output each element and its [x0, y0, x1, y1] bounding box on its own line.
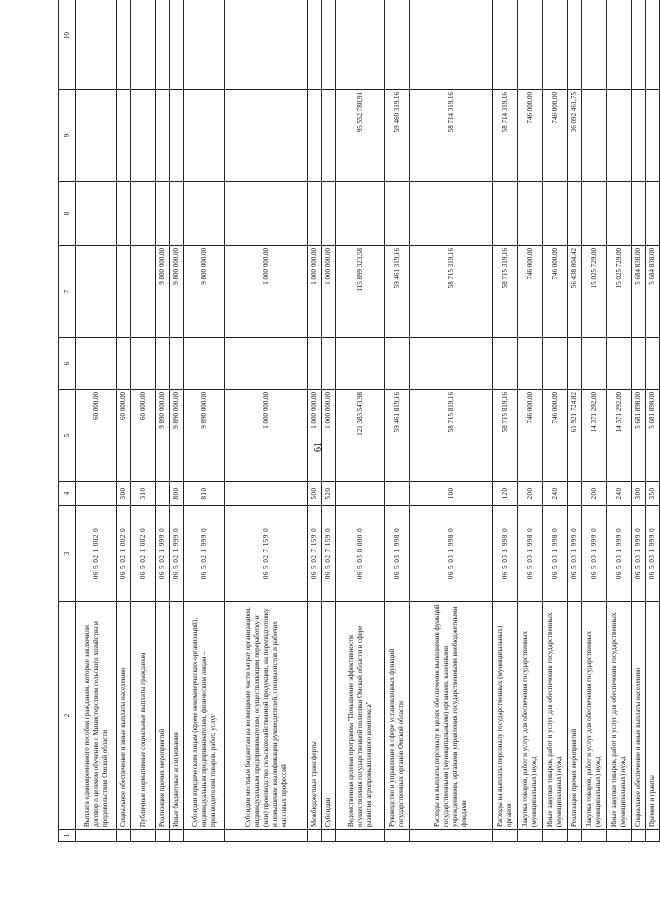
- amount-cell: [493, 0, 518, 90]
- amount-cell: [632, 0, 646, 90]
- amount-cell: [308, 338, 322, 390]
- amount-cell: 746 000,00: [518, 390, 543, 482]
- table-row: [568, 0, 582, 842]
- row-name-cell: Иные бюджетные ассигнования: [170, 602, 184, 830]
- table-row: [336, 0, 385, 842]
- amount-cell: 59 460 319,16: [385, 90, 410, 182]
- amount-cell: [607, 338, 632, 390]
- amount-cell: [117, 0, 131, 90]
- kvr-cell: 350: [646, 482, 660, 506]
- amount-cell: [156, 90, 170, 182]
- amount-cell: [322, 0, 336, 90]
- amount-cell: [607, 182, 632, 246]
- row-name-cell: Иные закупки товаров, работ и услуг для обеспечения государственных (муниципальных) нужд: [607, 602, 632, 830]
- amount-cell: 746 000,00: [543, 90, 568, 182]
- code-cell: 06 5 03 0 000 0: [336, 506, 385, 602]
- kvr-cell: 810: [184, 482, 225, 506]
- amount-cell: [117, 90, 131, 182]
- blank-cell: [170, 830, 184, 842]
- code-cell: 06 5 02 1 002 0: [76, 506, 117, 602]
- blank-cell: [336, 830, 385, 842]
- kvr-cell: [568, 482, 582, 506]
- row-name-cell: Закупка товаров, работ и услуг для обеспечения государственных (муниципальных) нужд: [582, 602, 607, 830]
- amount-cell: [170, 182, 184, 246]
- amount-cell: [308, 182, 322, 246]
- amount-cell: [646, 338, 660, 390]
- code-cell: 06 5 02 1 999 0: [184, 506, 225, 602]
- amount-cell: [184, 0, 225, 90]
- table-row: [493, 0, 518, 842]
- amount-cell: [582, 338, 607, 390]
- amount-cell: [117, 338, 131, 390]
- code-cell: 06 5 03 1 999 0: [568, 506, 582, 602]
- amount-cell: [156, 0, 170, 90]
- row-name-cell: Реализация прочих мероприятий: [568, 602, 582, 830]
- amount-cell: [543, 338, 568, 390]
- amount-cell: 9 890 000,00: [184, 390, 225, 482]
- amount-cell: 746 000,00: [518, 90, 543, 182]
- row-name-cell: Публичные нормативные социальные выплаты гражданам: [131, 602, 156, 830]
- amount-cell: [131, 246, 156, 338]
- amount-cell: [131, 0, 156, 90]
- amount-cell: 36 092 461,75: [568, 90, 582, 182]
- table-row: [131, 0, 156, 842]
- blank-cell: [646, 830, 660, 842]
- amount-cell: [170, 90, 184, 182]
- blank-cell: [117, 830, 131, 842]
- amount-cell: [76, 182, 117, 246]
- amount-cell: 60 000,00: [131, 390, 156, 482]
- code-cell: 06 5 03 1 999 0: [646, 506, 660, 602]
- code-cell: 06 5 03 1 998 0: [543, 506, 568, 602]
- blank-cell: [308, 830, 322, 842]
- header-cell: 1: [59, 830, 76, 842]
- amount-cell: 5 681 898,00: [632, 390, 646, 482]
- amount-cell: [156, 182, 170, 246]
- amount-cell: [385, 182, 410, 246]
- amount-cell: [518, 182, 543, 246]
- amount-cell: [131, 90, 156, 182]
- amount-cell: 746 000,00: [543, 390, 568, 482]
- header-cell: 10: [59, 0, 76, 90]
- amount-cell: [568, 182, 582, 246]
- amount-cell: [568, 0, 582, 90]
- amount-cell: [184, 182, 225, 246]
- amount-cell: [225, 90, 308, 182]
- amount-cell: 60 000,00: [117, 390, 131, 482]
- blank-cell: [322, 830, 336, 842]
- amount-cell: [117, 182, 131, 246]
- kvr-cell: 500: [308, 482, 322, 506]
- blank-cell: [518, 830, 543, 842]
- code-cell: 06 5 03 1 998 0: [493, 506, 518, 602]
- amount-cell: [582, 0, 607, 90]
- code-cell: 06 5 03 1 999 0: [607, 506, 632, 602]
- row-name-cell: Ведомственная целевая программа "Повышение эффективности осуществления государственной политики Омской области в сфере развития агропромышленного комплекса": [336, 602, 385, 830]
- code-cell: 06 5 02 1 002 0: [117, 506, 131, 602]
- row-name-cell: Субсидии юридическим лицам (кроме некоммерческих организаций), индивидуальным предпринимателям, физическим лицам – производителям товаров, работ, услуг: [184, 602, 225, 830]
- amount-cell: [336, 182, 385, 246]
- kvr-cell: [336, 482, 385, 506]
- table-row: [582, 0, 607, 842]
- header-cell: 8: [59, 182, 76, 246]
- amount-cell: [322, 182, 336, 246]
- amount-cell: 1 000 000,00: [308, 390, 322, 482]
- amount-cell: [582, 182, 607, 246]
- table-row: [156, 0, 170, 842]
- amount-cell: 58 715 819,16: [493, 390, 518, 482]
- row-name-cell: Иные закупки товаров, работ и услуг для обеспечения государственных (муниципальных) нужд: [543, 602, 568, 830]
- table-body: [76, 0, 660, 842]
- amount-cell: 61 921 724,82: [568, 390, 582, 482]
- amount-cell: [76, 246, 117, 338]
- blank-cell: [156, 830, 170, 842]
- amount-cell: [170, 0, 184, 90]
- kvr-cell: 120: [493, 482, 518, 506]
- amount-cell: [582, 90, 607, 182]
- code-cell: 06 5 03 1 998 0: [518, 506, 543, 602]
- amount-cell: [225, 182, 308, 246]
- amount-cell: [568, 338, 582, 390]
- table-row: [410, 0, 493, 842]
- header-cell: 7: [59, 246, 76, 338]
- amount-cell: 60 000,00: [76, 390, 117, 482]
- amount-cell: 1 000 000,00: [322, 390, 336, 482]
- amount-cell: [632, 90, 646, 182]
- amount-cell: [493, 338, 518, 390]
- blank-cell: [568, 830, 582, 842]
- amount-cell: 9 800 000,00: [184, 246, 225, 338]
- blank-cell: [543, 830, 568, 842]
- amount-cell: 9 890 000,00: [156, 390, 170, 482]
- amount-cell: [308, 0, 322, 90]
- amount-cell: [184, 90, 225, 182]
- amount-cell: [646, 90, 660, 182]
- header-cell: 9: [59, 90, 76, 182]
- header-cell: 6: [59, 338, 76, 390]
- amount-cell: [410, 182, 493, 246]
- amount-cell: [225, 0, 308, 90]
- table-row: [308, 0, 322, 842]
- row-name-cell: Реализация прочих мероприятий: [156, 602, 170, 830]
- amount-cell: [493, 182, 518, 246]
- table-row: [117, 0, 131, 842]
- code-cell: 06 5 02 7 159 0: [225, 506, 308, 602]
- table-row: [322, 0, 336, 842]
- amount-cell: [646, 182, 660, 246]
- amount-cell: [156, 338, 170, 390]
- kvr-cell: 800: [170, 482, 184, 506]
- code-cell: 06 5 03 1 998 0: [410, 506, 493, 602]
- amount-cell: [632, 338, 646, 390]
- amount-cell: [543, 182, 568, 246]
- amount-cell: [632, 182, 646, 246]
- code-cell: 06 5 02 1 999 0: [156, 506, 170, 602]
- amount-cell: [518, 0, 543, 90]
- table-row: [170, 0, 184, 842]
- kvr-cell: 240: [607, 482, 632, 506]
- amount-cell: [131, 338, 156, 390]
- amount-cell: [131, 182, 156, 246]
- amount-cell: 59 461 319,16: [385, 246, 410, 338]
- code-cell: 06 5 02 1 999 0: [170, 506, 184, 602]
- blank-cell: [582, 830, 607, 842]
- kvr-cell: 310: [131, 482, 156, 506]
- row-name-cell: Социальное обеспечение и иные выплаты населению: [117, 602, 131, 830]
- page-number: 61: [313, 442, 324, 452]
- amount-cell: [607, 0, 632, 90]
- amount-cell: 59 461 819,16: [385, 390, 410, 482]
- amount-cell: 5 684 838,00: [646, 246, 660, 338]
- amount-cell: 1 000 000,00: [308, 246, 322, 338]
- kvr-cell: [385, 482, 410, 506]
- amount-cell: [410, 338, 493, 390]
- amount-cell: [518, 338, 543, 390]
- code-cell: 06 5 03 1 999 0: [582, 506, 607, 602]
- rotated-budget-table: [58, 0, 656, 842]
- header-cell: 3: [59, 506, 76, 602]
- amount-cell: [336, 338, 385, 390]
- amount-cell: 9 800 000,00: [156, 246, 170, 338]
- table-row: [184, 0, 225, 842]
- code-cell: 06 5 03 1 999 0: [632, 506, 646, 602]
- kvr-cell: [225, 482, 308, 506]
- amount-cell: [76, 90, 117, 182]
- table-row: [76, 0, 117, 842]
- table-row: [518, 0, 543, 842]
- amount-cell: 56 438 004,42: [568, 246, 582, 338]
- code-cell: 06 5 02 7 159 0: [322, 506, 336, 602]
- row-name-cell: Социальное обеспечение и иные выплаты населению: [632, 602, 646, 830]
- blank-cell: [607, 830, 632, 842]
- amount-cell: [225, 338, 308, 390]
- amount-cell: 58 715 319,16: [493, 246, 518, 338]
- blank-cell: [131, 830, 156, 842]
- header-cell: 2: [59, 602, 76, 830]
- amount-cell: 121 383 543,98: [336, 390, 385, 482]
- row-name-cell: Руководство и управление в сфере установленных функций государственных органов Омской области: [385, 602, 410, 830]
- amount-cell: 5 684 838,00: [632, 246, 646, 338]
- blank-cell: [385, 830, 410, 842]
- kvr-cell: 100: [410, 482, 493, 506]
- amount-cell: [607, 90, 632, 182]
- header-cell: 4: [59, 482, 76, 506]
- amount-cell: [385, 0, 410, 90]
- amount-cell: 58 714 319,16: [493, 90, 518, 182]
- amount-cell: 14 371 292,00: [582, 390, 607, 482]
- amount-cell: 115 899 323,58: [336, 246, 385, 338]
- row-name-cell: Выплата единовременного пособия гражданам, которые заключили договор о целевом обучении с Министерством сельского хозяйства и продовольствия Омской области: [76, 602, 117, 830]
- code-cell: 06 5 02 1 002 0: [131, 506, 156, 602]
- amount-cell: 58 715 319,16: [410, 246, 493, 338]
- amount-cell: 9 800 000,00: [170, 246, 184, 338]
- amount-cell: [385, 338, 410, 390]
- kvr-cell: 300: [632, 482, 646, 506]
- amount-cell: 58 715 819,16: [410, 390, 493, 482]
- row-name-cell: Расходы на выплаты персоналу в целях обеспечения выполнения функций государственными (муниципальными) органами, казенными учреждениями, органами управления государственными внебюджетными фондами: [410, 602, 493, 830]
- amount-cell: [543, 0, 568, 90]
- amount-cell: 746 000,00: [518, 246, 543, 338]
- kvr-cell: 520: [322, 482, 336, 506]
- amount-cell: 95 552 780,91: [336, 90, 385, 182]
- amount-cell: [410, 0, 493, 90]
- row-name-cell: Закупка товаров, работ и услуг для обеспечения государственных (муниципальных) нужд: [518, 602, 543, 830]
- row-name-cell: Расходы на выплаты персоналу государственных (муниципальных) органов: [493, 602, 518, 830]
- amount-cell: [117, 246, 131, 338]
- amount-cell: [336, 0, 385, 90]
- amount-cell: [322, 90, 336, 182]
- table-row: [607, 0, 632, 842]
- amount-cell: 1 000 000,00: [225, 390, 308, 482]
- amount-cell: 15 025 729,00: [582, 246, 607, 338]
- table-row: [632, 0, 646, 842]
- header-cell: 5: [59, 390, 76, 482]
- code-cell: 06 5 03 1 998 0: [385, 506, 410, 602]
- blank-cell: [493, 830, 518, 842]
- kvr-cell: 200: [518, 482, 543, 506]
- row-name-cell: Субсидии: [322, 602, 336, 830]
- table-row: [543, 0, 568, 842]
- kvr-cell: 300: [117, 482, 131, 506]
- amount-cell: 1 000 000,00: [322, 246, 336, 338]
- amount-cell: [76, 338, 117, 390]
- blank-cell: [225, 830, 308, 842]
- amount-cell: 1 000 000,00: [225, 246, 308, 338]
- amount-cell: [646, 0, 660, 90]
- kvr-cell: [76, 482, 117, 506]
- amount-cell: 5 681 898,00: [646, 390, 660, 482]
- code-cell: 06 5 02 7 159 0: [308, 506, 322, 602]
- kvr-cell: 200: [582, 482, 607, 506]
- table-row: [385, 0, 410, 842]
- blank-cell: [184, 830, 225, 842]
- row-name-cell: Премии и гранты: [646, 602, 660, 830]
- amount-cell: 14 371 292,00: [607, 390, 632, 482]
- blank-cell: [76, 830, 117, 842]
- blank-cell: [632, 830, 646, 842]
- amount-cell: 9 890 000,00: [170, 390, 184, 482]
- amount-cell: [184, 338, 225, 390]
- table-row: [225, 0, 308, 842]
- amount-cell: 746 000,00: [543, 246, 568, 338]
- row-name-cell: Субсидии местным бюджетам на возмещение части затрат организациям, индивидуальным предпринимателям, осуществляющим переработку и (или) производство сельскохозяйственной продукции, на переподготовку и повышение квалификации руководителей, специалистов и рабочих массовых профессий: [225, 602, 308, 830]
- amount-cell: 15 025 729,00: [607, 246, 632, 338]
- amount-cell: [322, 338, 336, 390]
- kvr-cell: 240: [543, 482, 568, 506]
- amount-cell: [308, 90, 322, 182]
- blank-cell: [410, 830, 493, 842]
- budget-table: [58, 0, 660, 842]
- kvr-cell: [156, 482, 170, 506]
- header-row: [59, 0, 76, 842]
- amount-cell: [76, 0, 117, 90]
- row-name-cell: Межбюджетные трансферты: [308, 602, 322, 830]
- amount-cell: [170, 338, 184, 390]
- table-row: [646, 0, 660, 842]
- amount-cell: 58 714 319,16: [410, 90, 493, 182]
